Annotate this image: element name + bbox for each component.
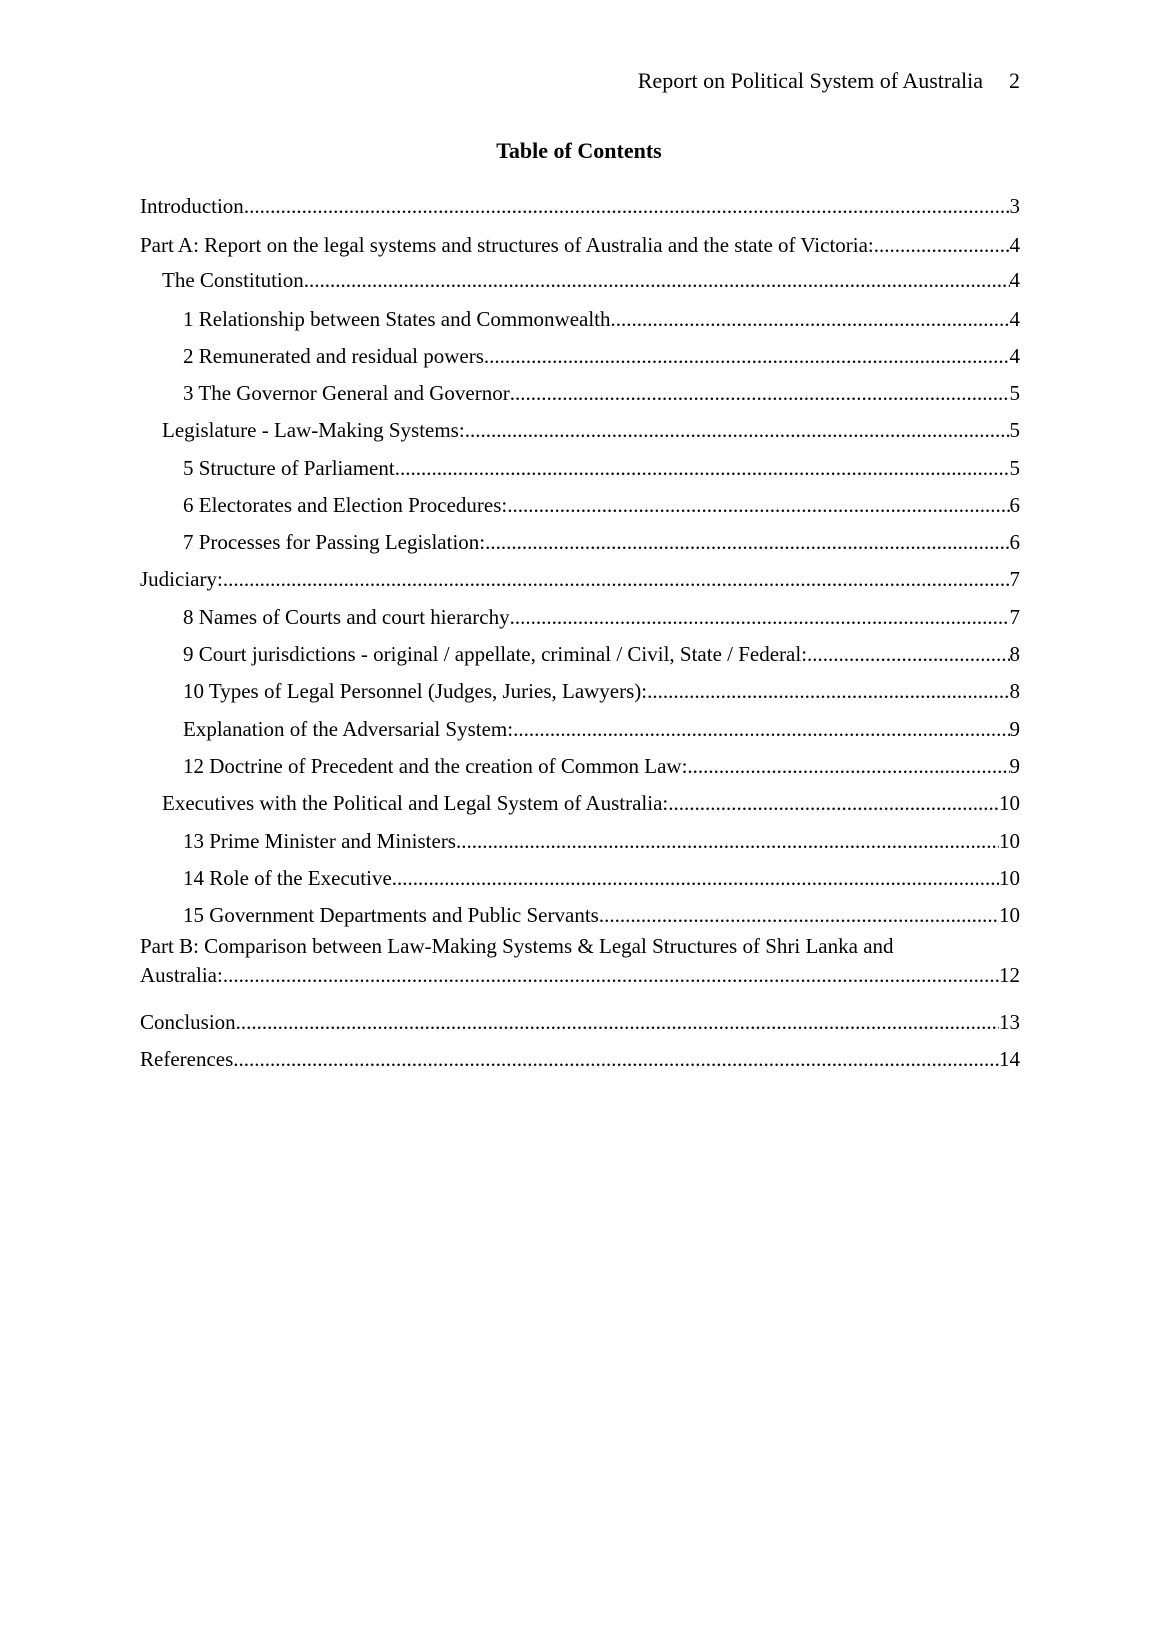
- toc-entry-page: 10: [999, 866, 1020, 890]
- toc-entry-courts[interactable]: [140, 592, 1020, 630]
- toc-entry-title: Conclusion: [140, 1010, 236, 1034]
- toc-entry-page: 9: [1009, 754, 1020, 778]
- toc-leader-dots: [465, 417, 1010, 443]
- toc-leader-dots: [668, 790, 999, 816]
- header-page-number: 2: [1009, 68, 1020, 93]
- toc-entry-page: 4: [1009, 344, 1020, 368]
- toc-leader-dots: [223, 566, 1010, 592]
- toc-entry-jurisdictions[interactable]: [140, 630, 1020, 667]
- page-header: [638, 68, 1020, 94]
- toc-leader-dots: [647, 678, 1009, 704]
- toc-entry-title: 7 Processes for Passing Legislation:: [183, 530, 486, 554]
- toc-entry-constitution[interactable]: [140, 258, 1020, 293]
- toc-entry-title: 15 Government Departments and Public Servants: [183, 903, 599, 927]
- toc-leader-dots: [807, 641, 1009, 667]
- toc-leader-dots: [395, 455, 1010, 481]
- toc-entry-title: 8 Names of Courts and court hierarchy: [183, 605, 510, 629]
- toc-entry-title-line1: Part B: Comparison between Law-Making Systems & Legal Structures of Shri Lanka and: [140, 934, 894, 958]
- toc-entry-page: 3: [1009, 194, 1020, 218]
- toc-entry-title: Judiciary:: [140, 567, 223, 591]
- toc-entry-legislation[interactable]: [140, 518, 1020, 555]
- toc-leader-dots: [223, 962, 999, 988]
- toc-entry-title: 9 Court jurisdictions - original / appellate, criminal / Civil, State / Federal:: [183, 642, 808, 666]
- toc-entry-title: Introduction: [140, 194, 244, 218]
- toc-leader-dots: [510, 380, 1010, 406]
- toc-leader-dots: [456, 828, 999, 854]
- toc-leader-dots: [513, 716, 1009, 742]
- toc-heading: Table of Contents: [496, 138, 662, 163]
- toc-entry-page: 7: [1009, 605, 1020, 629]
- toc-entry-relationship[interactable]: [140, 293, 1020, 332]
- toc-leader-dots: [874, 232, 1010, 258]
- toc-entry-part-b[interactable]: [140, 928, 1020, 998]
- table-of-contents: [140, 193, 1020, 1072]
- toc-entry-title: 2 Remunerated and residual powers: [183, 344, 484, 368]
- toc-entry-title: Executives with the Political and Legal System of Australia:: [162, 791, 669, 815]
- toc-entry-title: 10 Types of Legal Personnel (Judges, Juries, Lawyers):: [183, 679, 648, 703]
- toc-entry-title: 13 Prime Minister and Ministers: [183, 829, 456, 853]
- toc-entry-executives[interactable]: [140, 779, 1020, 816]
- toc-entry-precedent[interactable]: [140, 742, 1020, 779]
- toc-leader-dots: [510, 604, 1010, 630]
- toc-entry-conclusion[interactable]: [140, 998, 1020, 1035]
- toc-entry-page: 6: [1009, 530, 1020, 554]
- toc-entry-page: 14: [999, 1047, 1020, 1071]
- toc-entry-page: 9: [1009, 717, 1020, 741]
- toc-entry-title: References: [140, 1047, 234, 1071]
- toc-entry-title-line2: Australia:: [140, 963, 223, 987]
- toc-leader-dots: [244, 193, 1010, 219]
- toc-entry-title: Legislature - Law-Making Systems:: [162, 418, 465, 442]
- toc-entry-page: 8: [1009, 642, 1020, 666]
- toc-entry-title: 3 The Governor General and Governor: [183, 381, 510, 405]
- toc-leader-dots: [507, 492, 1009, 518]
- toc-entry-executive-role[interactable]: [140, 854, 1020, 891]
- toc-entry-title: Part A: Report on the legal systems and structures of Australia and the state of Victoria:: [140, 233, 874, 257]
- toc-leader-dots: [392, 865, 999, 891]
- toc-entry-title: 1 Relationship between States and Commonwealth: [183, 307, 611, 331]
- toc-entry-title: 5 Structure of Parliament: [183, 456, 395, 480]
- toc-entry-electorates[interactable]: [140, 481, 1020, 518]
- toc-entry-page: 7: [1009, 567, 1020, 591]
- toc-entry-prime-minister[interactable]: [140, 816, 1020, 854]
- toc-leader-dots: [485, 529, 1009, 555]
- toc-entry-page: 13: [999, 1010, 1020, 1034]
- toc-entry-part-a[interactable]: [140, 219, 1020, 258]
- toc-entry-page: 5: [1009, 381, 1020, 405]
- toc-entry-title: The Constitution: [162, 268, 304, 292]
- toc-leader-dots: [599, 902, 999, 928]
- toc-entry-page: 10: [999, 791, 1020, 815]
- toc-entry-page: 4: [1009, 233, 1020, 257]
- toc-entry-title: 12 Doctrine of Precedent and the creation of Common Law:: [183, 754, 688, 778]
- header-title: Report on Political System of Australia: [637, 68, 983, 93]
- toc-leader-dots: [687, 753, 1009, 779]
- toc-entry-title: 6 Electorates and Election Procedures:: [183, 493, 508, 517]
- toc-entry-parliament[interactable]: [140, 443, 1020, 481]
- toc-leader-dots: [233, 1046, 999, 1072]
- toc-entry-introduction[interactable]: [140, 193, 1020, 219]
- toc-entry-governor[interactable]: [140, 369, 1020, 406]
- toc-entry-page: 10: [999, 829, 1020, 853]
- toc-entry-title: Explanation of the Adversarial System:: [183, 717, 514, 741]
- toc-entry-page: 8: [1009, 679, 1020, 703]
- toc-entry-page: 12: [999, 963, 1020, 987]
- toc-entry-legislature[interactable]: [140, 406, 1020, 443]
- toc-entry-page: 5: [1009, 418, 1020, 442]
- toc-entry-departments[interactable]: [140, 891, 1020, 928]
- toc-leader-dots: [236, 1009, 999, 1035]
- toc-leader-dots: [484, 343, 1010, 369]
- toc-entry-references[interactable]: [140, 1035, 1020, 1072]
- toc-entry-page: 4: [1009, 307, 1020, 331]
- toc-entry-page: 5: [1009, 456, 1020, 480]
- toc-entry-page: 10: [999, 903, 1020, 927]
- toc-leader-dots: [611, 306, 1010, 332]
- toc-entry-page: 6: [1009, 493, 1020, 517]
- toc-entry-page: 4: [1009, 268, 1020, 292]
- toc-entry-title: 14 Role of the Executive: [183, 866, 392, 890]
- toc-entry-personnel[interactable]: [140, 667, 1020, 704]
- toc-leader-dots: [304, 267, 1010, 293]
- toc-entry-adversarial[interactable]: [140, 704, 1020, 742]
- toc-entry-powers[interactable]: [140, 332, 1020, 369]
- toc-entry-judiciary[interactable]: [140, 555, 1020, 592]
